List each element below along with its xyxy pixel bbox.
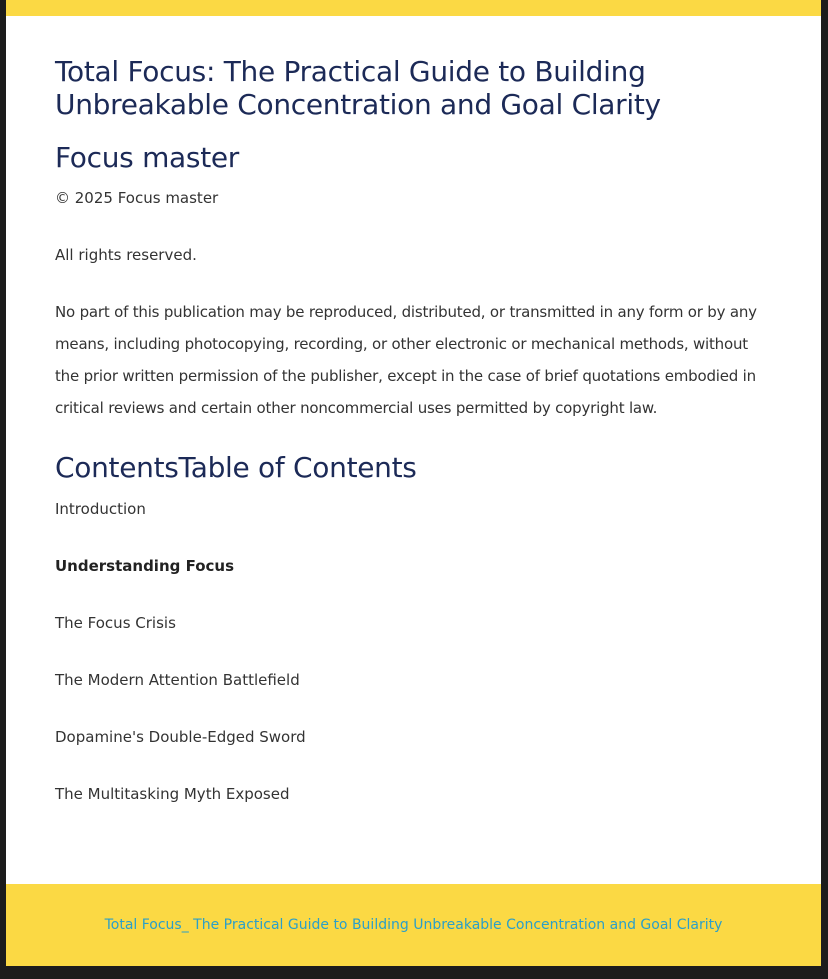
toc-item-attention-battlefield[interactable]: The Modern Attention Battlefield <box>55 671 300 689</box>
author-name: Focus master <box>55 141 240 174</box>
footer-title-link[interactable]: Total Focus_ The Practical Guide to Building Unbreakable Concentration and Goal Clarity <box>104 917 723 933</box>
copyright-line: © 2025 Focus master <box>55 189 219 207</box>
top-accent-bar <box>6 0 821 16</box>
toc-item-multitasking-myth[interactable]: The Multitasking Myth Exposed <box>55 785 290 803</box>
document-page <box>6 0 821 966</box>
footer-bar <box>6 884 821 966</box>
toc-heading: ContentsTable of Contents <box>55 451 417 484</box>
book-title: Total Focus: The Practical Guide to Building Unbreakable Concentration and Goal Clarity <box>55 55 661 121</box>
toc-item-introduction[interactable]: Introduction <box>55 500 146 518</box>
toc-item-dopamine-sword[interactable]: Dopamine's Double-Edged Sword <box>55 728 306 746</box>
toc-item-understanding-focus[interactable]: Understanding Focus <box>55 557 235 575</box>
legal-notice: No part of this publication may be reproduced, distributed, or transmitted in any form or by any means, including photocopying, recording, or other electronic or mechanical methods, without the prior written permission of the publisher, except in the case of brief quotations embodied in critical reviews and certain other noncommercial uses permitted by copyright law. <box>55 303 757 417</box>
toc-item-focus-crisis[interactable]: The Focus Crisis <box>55 614 176 632</box>
rights-line: All rights reserved. <box>55 246 197 264</box>
toc-list <box>55 493 775 810</box>
page-content <box>55 55 775 835</box>
